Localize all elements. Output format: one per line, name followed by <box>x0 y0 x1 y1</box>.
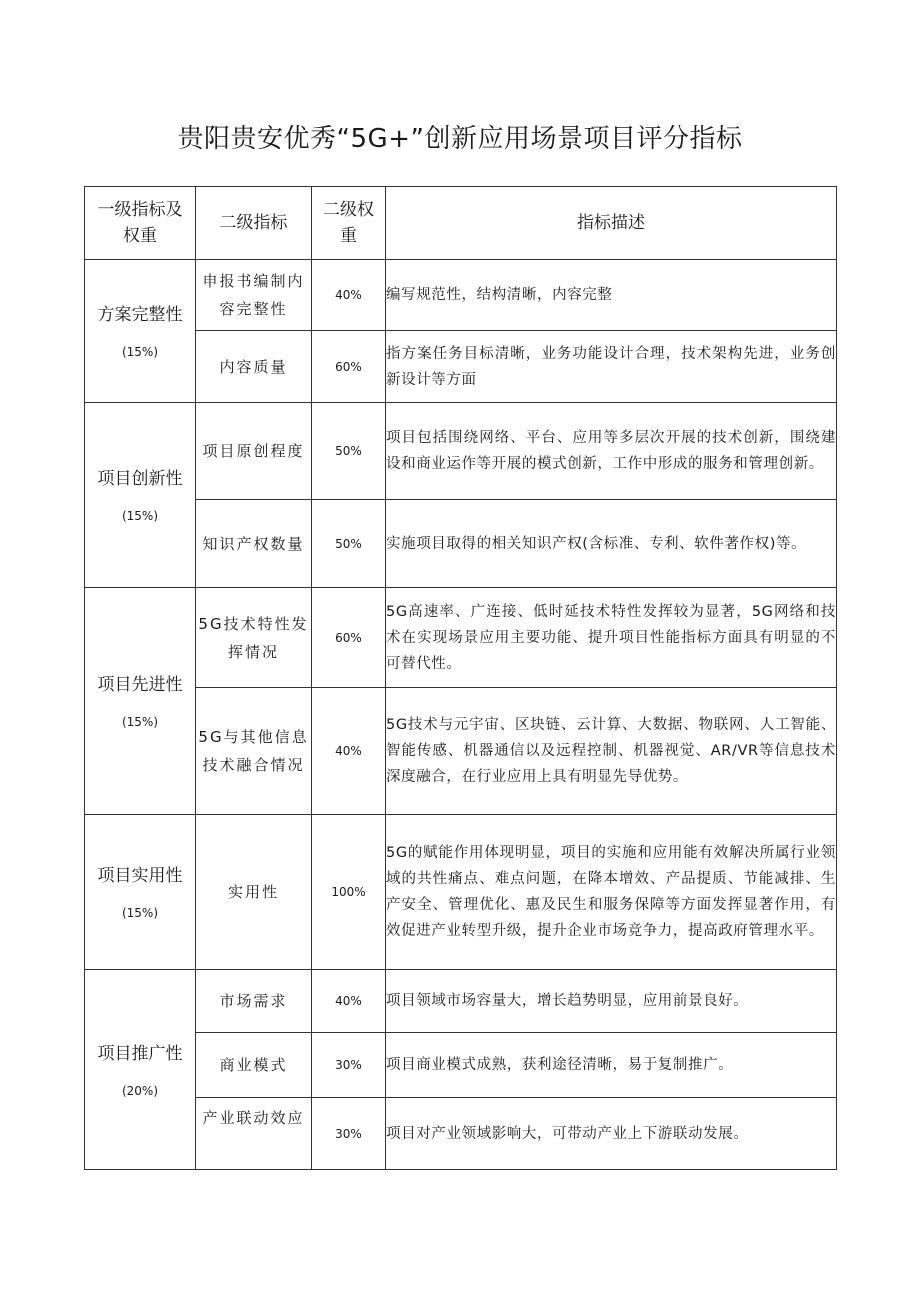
level1-weight: (15%) <box>121 509 159 523</box>
indicator-description: 项目商业模式成熟，获利途径清晰，易于复制推广。 <box>386 1033 837 1098</box>
level1-cell <box>85 403 196 588</box>
level1-name: 项目推广性 <box>97 1043 183 1064</box>
level2-weight: 30% <box>312 1098 386 1170</box>
level1-name: 项目先进性 <box>97 675 183 695</box>
indicator-description: 5G高速率、广连接、低时延技术特性发挥较为显著，5G网络和技术在实现场景应用主要功能、提升项目性能指标方面具有明显的不可替代性。 <box>386 588 837 688</box>
level1-weight: (20%) <box>121 1083 159 1098</box>
level2-weight: 100% <box>312 815 386 970</box>
level2-name: 市场需求 <box>196 970 312 1033</box>
indicator-description: 项目包括围绕网络、平台、应用等多层次开展的技术创新，围绕建设和商业运作等开展的模式创新，工作中形成的服务和管理创新。 <box>386 403 837 500</box>
level1-name: 项目实用性 <box>97 866 183 886</box>
level1-weight: (15%) <box>121 906 159 920</box>
table-row <box>85 970 837 1033</box>
level2-name: 申报书编制内容完整性 <box>196 260 312 331</box>
level2-name: 内容质量 <box>196 331 312 403</box>
header-row <box>85 187 837 260</box>
level1-weight: (15%) <box>121 715 159 729</box>
level2-weight: 30% <box>312 1033 386 1098</box>
level2-name: 项目原创程度 <box>196 403 312 500</box>
level1-cell <box>85 588 196 815</box>
page-title: 贵阳贵安优秀“5G+”创新应用场景项目评分指标 <box>177 124 743 154</box>
scoring-table <box>84 186 837 1170</box>
table-row <box>85 688 837 815</box>
level1-cell <box>85 260 196 403</box>
level2-name: 实用性 <box>196 815 312 970</box>
level1-cell <box>85 815 196 970</box>
table-row <box>85 1098 837 1170</box>
header-level2: 二级指标 <box>196 187 312 260</box>
level2-name: 知识产权数量 <box>196 500 312 588</box>
level2-name: 产业联动效应 <box>196 1098 312 1170</box>
header-level1: 一级指标及权重 <box>85 187 196 260</box>
table-row <box>85 403 837 500</box>
indicator-description: 项目领域市场容量大，增长趋势明显，应用前景良好。 <box>386 970 837 1033</box>
indicator-description: 5G技术与元宇宙、区块链、云计算、大数据、物联网、人工智能、智能传感、机器通信以及远程控制、机器视觉、AR/VR等信息技术深度融合，在行业应用上具有明显先导优势。 <box>386 688 837 815</box>
level2-weight: 60% <box>312 331 386 403</box>
level2-weight: 50% <box>312 500 386 588</box>
level1-weight: (15%) <box>121 345 159 359</box>
table-row <box>85 331 837 403</box>
level2-weight: 60% <box>312 588 386 688</box>
level2-name: 商业模式 <box>196 1033 312 1098</box>
indicator-description: 指方案任务目标清晰，业务功能设计合理，技术架构先进，业务创新设计等方面 <box>386 331 837 403</box>
table-row <box>85 588 837 688</box>
table-row <box>85 500 837 588</box>
header-weight: 二级权重 <box>312 187 386 260</box>
indicator-description: 编写规范性，结构清晰，内容完整 <box>386 260 837 331</box>
header-desc: 指标描述 <box>386 187 837 260</box>
level2-name: 5G与其他信息技术融合情况 <box>196 688 312 815</box>
level1-name: 方案完整性 <box>97 305 183 325</box>
level1-name: 项目创新性 <box>97 469 183 489</box>
table-row <box>85 1033 837 1098</box>
indicator-description: 实施项目取得的相关知识产权(含标准、专利、软件著作权)等。 <box>386 500 837 588</box>
level2-name: 5G技术特性发挥情况 <box>196 588 312 688</box>
level2-weight: 40% <box>312 260 386 331</box>
indicator-description: 5G的赋能作用体现明显，项目的实施和应用能有效解决所属行业领域的共性痛点、难点问题，在降本增效、产品提质、节能减排、生产安全、管理优化、惠及民生和服务保障等方面发挥显著作用，有效促进产业转型升级，提升企业市场竞争力，提高政府管理水平。 <box>386 815 837 970</box>
level1-cell <box>85 970 196 1170</box>
level2-weight: 50% <box>312 403 386 500</box>
indicator-description: 项目对产业领域影响大，可带动产业上下游联动发展。 <box>386 1098 837 1170</box>
level2-weight: 40% <box>312 970 386 1033</box>
table-row <box>85 260 837 331</box>
table-row <box>85 815 837 970</box>
level2-weight: 40% <box>312 688 386 815</box>
